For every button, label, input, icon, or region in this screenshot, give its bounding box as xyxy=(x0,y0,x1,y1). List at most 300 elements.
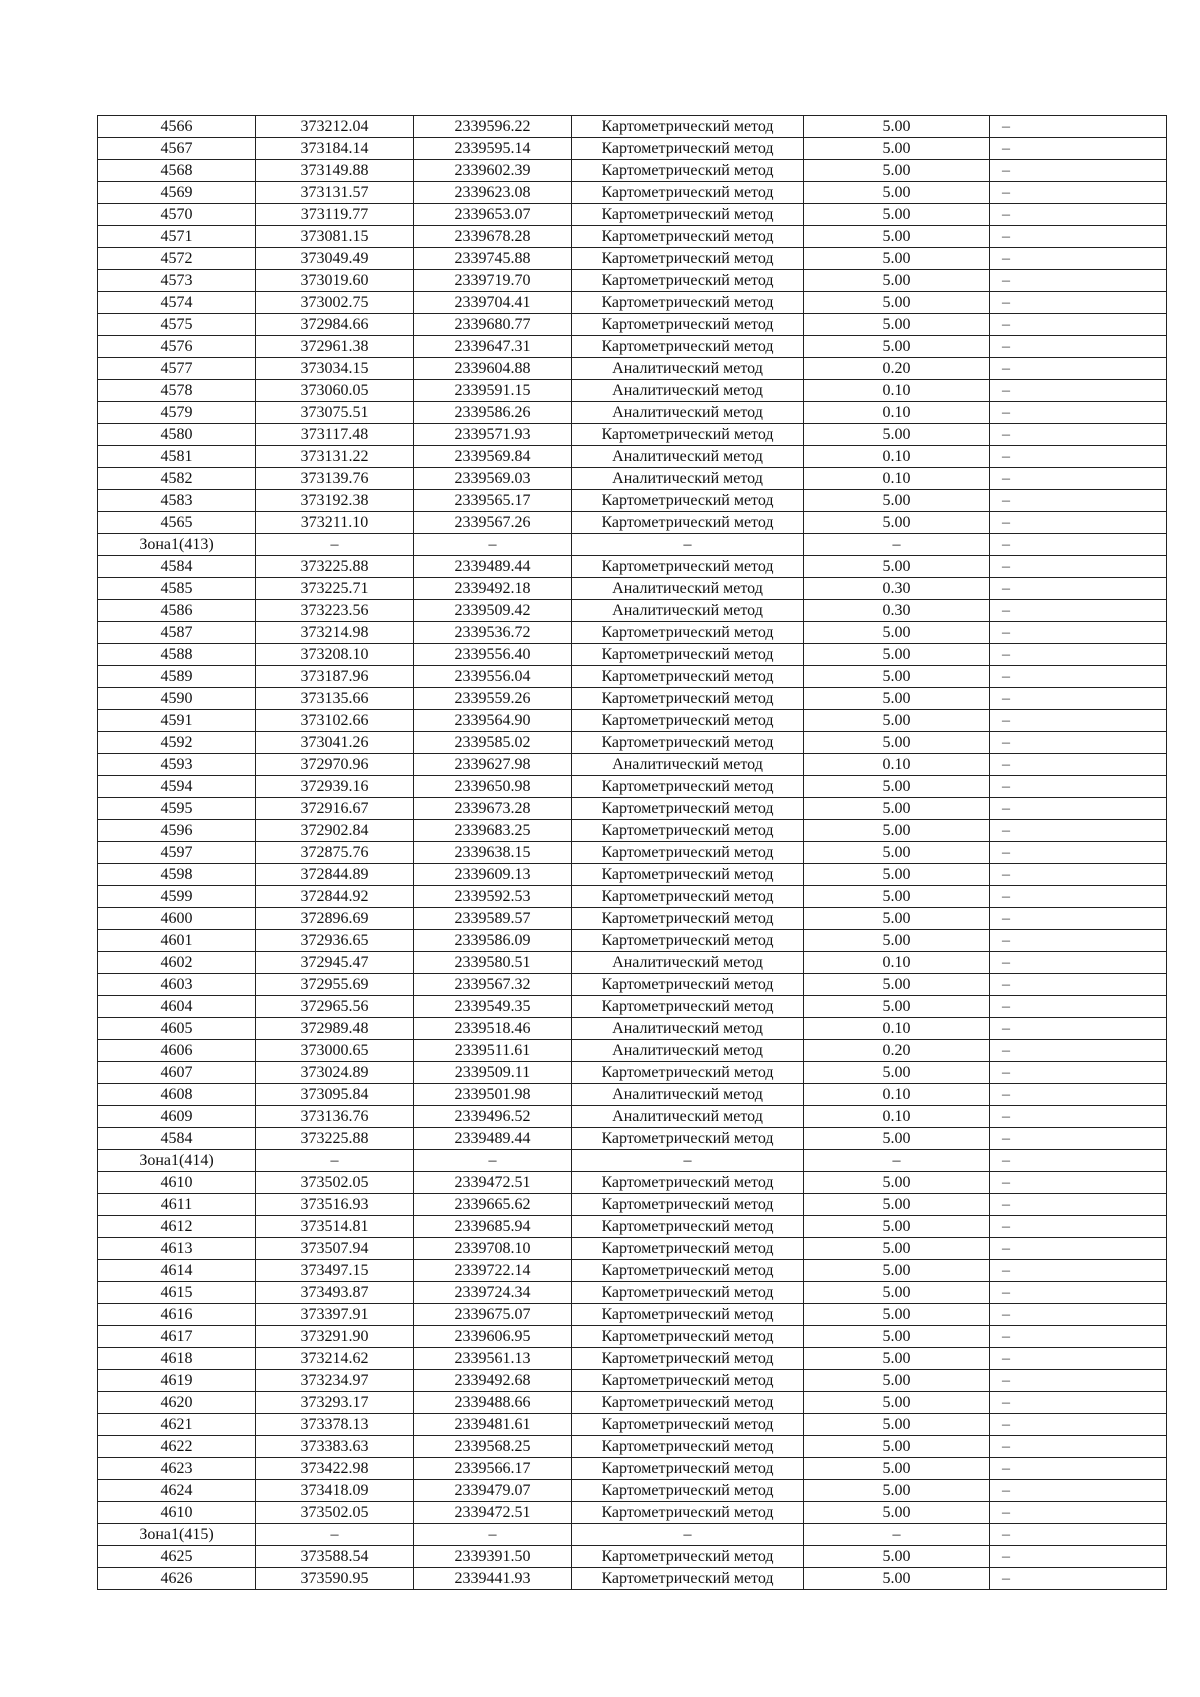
cell-accuracy: 5.00 xyxy=(804,490,990,512)
cell-method: Аналитический метод xyxy=(572,1040,804,1062)
cell-point: 4568 xyxy=(98,160,256,182)
cell-note: – xyxy=(990,842,1167,864)
cell-method: Картометрический метод xyxy=(572,1392,804,1414)
cell-accuracy: 5.00 xyxy=(804,1282,990,1304)
cell-point: 4603 xyxy=(98,974,256,996)
cell-y: 2339680.77 xyxy=(414,314,572,336)
cell-accuracy: 5.00 xyxy=(804,292,990,314)
cell-method: Картометрический метод xyxy=(572,556,804,578)
cell-y: 2339518.46 xyxy=(414,1018,572,1040)
cell-point: 4571 xyxy=(98,226,256,248)
cell-method: Картометрический метод xyxy=(572,248,804,270)
table-row xyxy=(98,1326,1167,1348)
cell-accuracy: 5.00 xyxy=(804,138,990,160)
cell-point: 4577 xyxy=(98,358,256,380)
cell-y: 2339549.35 xyxy=(414,996,572,1018)
cell-point: 4600 xyxy=(98,908,256,930)
cell-method: Картометрический метод xyxy=(572,226,804,248)
cell-accuracy: 5.00 xyxy=(804,1436,990,1458)
cell-method: Аналитический метод xyxy=(572,754,804,776)
cell-accuracy: 5.00 xyxy=(804,644,990,666)
table-row xyxy=(98,556,1167,578)
cell-y: 2339647.31 xyxy=(414,336,572,358)
cell-x: – xyxy=(256,1524,414,1546)
cell-x: 373397.91 xyxy=(256,1304,414,1326)
cell-y: 2339571.93 xyxy=(414,424,572,446)
cell-x: 373139.76 xyxy=(256,468,414,490)
cell-accuracy: 0.30 xyxy=(804,600,990,622)
cell-method: Картометрический метод xyxy=(572,886,804,908)
cell-accuracy: – xyxy=(804,1524,990,1546)
cell-accuracy: 0.30 xyxy=(804,578,990,600)
cell-y: 2339567.32 xyxy=(414,974,572,996)
cell-method: Аналитический метод xyxy=(572,468,804,490)
cell-x: 373211.10 xyxy=(256,512,414,534)
cell-point: 4624 xyxy=(98,1480,256,1502)
cell-note: – xyxy=(990,996,1167,1018)
cell-point: 4597 xyxy=(98,842,256,864)
cell-note: – xyxy=(990,600,1167,622)
cell-accuracy: 5.00 xyxy=(804,336,990,358)
cell-point: 4582 xyxy=(98,468,256,490)
coordinates-table-body xyxy=(98,116,1167,1590)
table-row xyxy=(98,1260,1167,1282)
cell-method: Картометрический метод xyxy=(572,1370,804,1392)
cell-point: 4602 xyxy=(98,952,256,974)
cell-method: Картометрический метод xyxy=(572,116,804,138)
cell-point: 4618 xyxy=(98,1348,256,1370)
table-row xyxy=(98,1128,1167,1150)
cell-point: 4565 xyxy=(98,512,256,534)
cell-accuracy: 5.00 xyxy=(804,1392,990,1414)
cell-x: 372989.48 xyxy=(256,1018,414,1040)
cell-accuracy: 5.00 xyxy=(804,776,990,798)
cell-note: – xyxy=(990,864,1167,886)
cell-x: 373060.05 xyxy=(256,380,414,402)
cell-y: 2339489.44 xyxy=(414,556,572,578)
cell-note: – xyxy=(990,468,1167,490)
cell-point: 4595 xyxy=(98,798,256,820)
cell-note: – xyxy=(990,754,1167,776)
cell-method: Картометрический метод xyxy=(572,138,804,160)
cell-accuracy: 5.00 xyxy=(804,1348,990,1370)
cell-x: 373214.62 xyxy=(256,1348,414,1370)
cell-y: 2339536.72 xyxy=(414,622,572,644)
cell-y: 2339488.66 xyxy=(414,1392,572,1414)
cell-note: – xyxy=(990,688,1167,710)
cell-point: 4566 xyxy=(98,116,256,138)
cell-x: 373516.93 xyxy=(256,1194,414,1216)
cell-x: 373497.15 xyxy=(256,1260,414,1282)
cell-y: 2339678.28 xyxy=(414,226,572,248)
cell-accuracy: 5.00 xyxy=(804,842,990,864)
cell-note: – xyxy=(990,314,1167,336)
cell-point: 4588 xyxy=(98,644,256,666)
cell-method: Картометрический метод xyxy=(572,666,804,688)
cell-y: 2339589.57 xyxy=(414,908,572,930)
table-row xyxy=(98,842,1167,864)
table-row xyxy=(98,1172,1167,1194)
table-row xyxy=(98,622,1167,644)
cell-accuracy: 5.00 xyxy=(804,864,990,886)
cell-point: 4578 xyxy=(98,380,256,402)
cell-accuracy: 0.10 xyxy=(804,1018,990,1040)
cell-y: 2339479.07 xyxy=(414,1480,572,1502)
cell-x: 373418.09 xyxy=(256,1480,414,1502)
cell-y: 2339602.39 xyxy=(414,160,572,182)
cell-method: Картометрический метод xyxy=(572,710,804,732)
cell-note: – xyxy=(990,710,1167,732)
table-row xyxy=(98,1194,1167,1216)
cell-note: – xyxy=(990,182,1167,204)
cell-note: – xyxy=(990,446,1167,468)
table-row xyxy=(98,1546,1167,1568)
cell-x: 373102.66 xyxy=(256,710,414,732)
cell-y: 2339441.93 xyxy=(414,1568,572,1590)
cell-y: 2339561.13 xyxy=(414,1348,572,1370)
cell-x: 373192.38 xyxy=(256,490,414,512)
cell-x: 373135.66 xyxy=(256,688,414,710)
cell-method: Аналитический метод xyxy=(572,402,804,424)
table-row xyxy=(98,1238,1167,1260)
cell-method: Картометрический метод xyxy=(572,842,804,864)
cell-method: Картометрический метод xyxy=(572,732,804,754)
cell-y: 2339591.15 xyxy=(414,380,572,402)
cell-y: 2339722.14 xyxy=(414,1260,572,1282)
cell-accuracy: – xyxy=(804,1150,990,1172)
cell-note: – xyxy=(990,1502,1167,1524)
cell-accuracy: 5.00 xyxy=(804,1062,990,1084)
table-row xyxy=(98,864,1167,886)
cell-method: Картометрический метод xyxy=(572,1238,804,1260)
cell-note: – xyxy=(990,1216,1167,1238)
cell-y: 2339675.07 xyxy=(414,1304,572,1326)
table-row xyxy=(98,710,1167,732)
cell-note: – xyxy=(990,820,1167,842)
cell-note: – xyxy=(990,1282,1167,1304)
table-row xyxy=(98,1458,1167,1480)
cell-point: 4572 xyxy=(98,248,256,270)
table-row xyxy=(98,776,1167,798)
cell-y: 2339567.26 xyxy=(414,512,572,534)
cell-accuracy: 5.00 xyxy=(804,270,990,292)
cell-method: Аналитический метод xyxy=(572,1106,804,1128)
cell-note: – xyxy=(990,226,1167,248)
cell-y: 2339481.61 xyxy=(414,1414,572,1436)
table-row xyxy=(98,1216,1167,1238)
cell-note: – xyxy=(990,380,1167,402)
cell-accuracy: 0.20 xyxy=(804,1040,990,1062)
cell-x: 373208.10 xyxy=(256,644,414,666)
cell-note: – xyxy=(990,1040,1167,1062)
cell-method: Картометрический метод xyxy=(572,1458,804,1480)
cell-note: – xyxy=(990,1392,1167,1414)
cell-method: Картометрический метод xyxy=(572,1282,804,1304)
cell-y: 2339569.84 xyxy=(414,446,572,468)
cell-point: 4617 xyxy=(98,1326,256,1348)
cell-y: – xyxy=(414,1524,572,1546)
cell-y: 2339559.26 xyxy=(414,688,572,710)
cell-point: 4610 xyxy=(98,1502,256,1524)
table-row xyxy=(98,402,1167,424)
cell-method: Картометрический метод xyxy=(572,314,804,336)
cell-accuracy: 5.00 xyxy=(804,226,990,248)
cell-point: 4611 xyxy=(98,1194,256,1216)
table-row xyxy=(98,182,1167,204)
cell-y: 2339708.10 xyxy=(414,1238,572,1260)
cell-note: – xyxy=(990,1568,1167,1590)
cell-note: – xyxy=(990,886,1167,908)
cell-y: 2339565.17 xyxy=(414,490,572,512)
table-row xyxy=(98,248,1167,270)
cell-point: 4586 xyxy=(98,600,256,622)
cell-x: 372875.76 xyxy=(256,842,414,864)
cell-x: 373041.26 xyxy=(256,732,414,754)
cell-accuracy: – xyxy=(804,534,990,556)
cell-note: – xyxy=(990,490,1167,512)
cell-note: – xyxy=(990,1480,1167,1502)
cell-y: 2339492.18 xyxy=(414,578,572,600)
cell-method: Картометрический метод xyxy=(572,1260,804,1282)
cell-method: – xyxy=(572,1524,804,1546)
cell-method: Аналитический метод xyxy=(572,358,804,380)
cell-y: 2339623.08 xyxy=(414,182,572,204)
cell-point: 4592 xyxy=(98,732,256,754)
cell-point: 4623 xyxy=(98,1458,256,1480)
cell-note: – xyxy=(990,1018,1167,1040)
table-row xyxy=(98,1304,1167,1326)
cell-accuracy: 5.00 xyxy=(804,886,990,908)
cell-y: 2339609.13 xyxy=(414,864,572,886)
cell-accuracy: 5.00 xyxy=(804,996,990,1018)
cell-method: Картометрический метод xyxy=(572,622,804,644)
cell-x: 373184.14 xyxy=(256,138,414,160)
cell-accuracy: 5.00 xyxy=(804,1414,990,1436)
cell-y: 2339595.14 xyxy=(414,138,572,160)
cell-note: – xyxy=(990,1172,1167,1194)
table-row xyxy=(98,644,1167,666)
cell-note: – xyxy=(990,292,1167,314)
cell-y: 2339683.25 xyxy=(414,820,572,842)
cell-method: Картометрический метод xyxy=(572,1502,804,1524)
cell-y: 2339704.41 xyxy=(414,292,572,314)
cell-x: – xyxy=(256,534,414,556)
cell-note: – xyxy=(990,666,1167,688)
cell-accuracy: 5.00 xyxy=(804,116,990,138)
cell-x: 373075.51 xyxy=(256,402,414,424)
cell-note: – xyxy=(990,116,1167,138)
cell-accuracy: 5.00 xyxy=(804,820,990,842)
cell-point: 4613 xyxy=(98,1238,256,1260)
cell-x: 373291.90 xyxy=(256,1326,414,1348)
cell-note: – xyxy=(990,1524,1167,1546)
cell-x: 373514.81 xyxy=(256,1216,414,1238)
cell-x: 373131.22 xyxy=(256,446,414,468)
cell-method: Картометрический метод xyxy=(572,1546,804,1568)
cell-accuracy: 5.00 xyxy=(804,710,990,732)
cell-x: 373493.87 xyxy=(256,1282,414,1304)
cell-x: 373119.77 xyxy=(256,204,414,226)
table-row xyxy=(98,534,1167,556)
cell-point: 4574 xyxy=(98,292,256,314)
cell-x: 373422.98 xyxy=(256,1458,414,1480)
cell-note: – xyxy=(990,732,1167,754)
cell-point: 4616 xyxy=(98,1304,256,1326)
cell-method: Картометрический метод xyxy=(572,974,804,996)
cell-x: 372844.92 xyxy=(256,886,414,908)
table-row xyxy=(98,1348,1167,1370)
cell-y: 2339592.53 xyxy=(414,886,572,908)
cell-accuracy: 5.00 xyxy=(804,182,990,204)
cell-note: – xyxy=(990,138,1167,160)
cell-method: Аналитический метод xyxy=(572,600,804,622)
cell-accuracy: 5.00 xyxy=(804,1546,990,1568)
cell-method: Картометрический метод xyxy=(572,270,804,292)
cell-method: Картометрический метод xyxy=(572,512,804,534)
cell-y: 2339745.88 xyxy=(414,248,572,270)
cell-point: 4584 xyxy=(98,1128,256,1150)
cell-note: – xyxy=(990,1348,1167,1370)
cell-note: – xyxy=(990,908,1167,930)
cell-point: 4622 xyxy=(98,1436,256,1458)
cell-note: – xyxy=(990,248,1167,270)
cell-method: Аналитический метод xyxy=(572,1018,804,1040)
table-row xyxy=(98,798,1167,820)
cell-x: 372896.69 xyxy=(256,908,414,930)
table-row xyxy=(98,358,1167,380)
cell-method: Картометрический метод xyxy=(572,336,804,358)
cell-method: Картометрический метод xyxy=(572,1436,804,1458)
cell-accuracy: 5.00 xyxy=(804,732,990,754)
table-row xyxy=(98,204,1167,226)
cell-method: Картометрический метод xyxy=(572,1414,804,1436)
cell-x: 373225.71 xyxy=(256,578,414,600)
cell-note: – xyxy=(990,622,1167,644)
cell-method: Картометрический метод xyxy=(572,644,804,666)
cell-method: Картометрический метод xyxy=(572,490,804,512)
table-row xyxy=(98,754,1167,776)
cell-note: – xyxy=(990,512,1167,534)
cell-accuracy: 5.00 xyxy=(804,666,990,688)
cell-method: Аналитический метод xyxy=(572,446,804,468)
cell-note: – xyxy=(990,1326,1167,1348)
cell-point: Зона1(415) xyxy=(98,1524,256,1546)
cell-point: 4593 xyxy=(98,754,256,776)
cell-point: Зона1(413) xyxy=(98,534,256,556)
cell-point: 4621 xyxy=(98,1414,256,1436)
cell-point: 4589 xyxy=(98,666,256,688)
cell-accuracy: 5.00 xyxy=(804,930,990,952)
cell-point: 4583 xyxy=(98,490,256,512)
cell-point: 4614 xyxy=(98,1260,256,1282)
cell-note: – xyxy=(990,358,1167,380)
cell-x: 373234.97 xyxy=(256,1370,414,1392)
cell-point: 4625 xyxy=(98,1546,256,1568)
cell-method: Картометрический метод xyxy=(572,1216,804,1238)
cell-y: 2339585.02 xyxy=(414,732,572,754)
cell-accuracy: 5.00 xyxy=(804,314,990,336)
table-row xyxy=(98,1392,1167,1414)
cell-note: – xyxy=(990,1128,1167,1150)
cell-accuracy: 0.10 xyxy=(804,1106,990,1128)
table-row xyxy=(98,160,1167,182)
cell-x: 373588.54 xyxy=(256,1546,414,1568)
cell-accuracy: 5.00 xyxy=(804,1194,990,1216)
table-row xyxy=(98,1040,1167,1062)
cell-method: Картометрический метод xyxy=(572,1480,804,1502)
cell-method: Картометрический метод xyxy=(572,204,804,226)
cell-x: 373131.57 xyxy=(256,182,414,204)
cell-y: 2339556.04 xyxy=(414,666,572,688)
table-row xyxy=(98,1062,1167,1084)
cell-note: – xyxy=(990,336,1167,358)
cell-point: 4567 xyxy=(98,138,256,160)
table-row xyxy=(98,314,1167,336)
cell-note: – xyxy=(990,534,1167,556)
table-row xyxy=(98,1370,1167,1392)
cell-accuracy: 5.00 xyxy=(804,1370,990,1392)
cell-accuracy: 5.00 xyxy=(804,622,990,644)
cell-x: 373049.49 xyxy=(256,248,414,270)
cell-y: – xyxy=(414,534,572,556)
cell-note: – xyxy=(990,1370,1167,1392)
cell-method: Картометрический метод xyxy=(572,1326,804,1348)
cell-method: Аналитический метод xyxy=(572,1084,804,1106)
coordinates-table xyxy=(97,115,1167,1590)
cell-y: 2339596.22 xyxy=(414,116,572,138)
cell-note: – xyxy=(990,798,1167,820)
cell-method: Картометрический метод xyxy=(572,798,804,820)
cell-method: Картометрический метод xyxy=(572,1128,804,1150)
cell-point: 4587 xyxy=(98,622,256,644)
cell-point: 4590 xyxy=(98,688,256,710)
cell-accuracy: 0.20 xyxy=(804,358,990,380)
cell-note: – xyxy=(990,1260,1167,1282)
cell-point: 4610 xyxy=(98,1172,256,1194)
cell-note: – xyxy=(990,1106,1167,1128)
cell-y: 2339472.51 xyxy=(414,1172,572,1194)
cell-note: – xyxy=(990,1414,1167,1436)
cell-note: – xyxy=(990,578,1167,600)
cell-y: 2339604.88 xyxy=(414,358,572,380)
cell-method: Картометрический метод xyxy=(572,182,804,204)
cell-accuracy: 5.00 xyxy=(804,204,990,226)
table-row xyxy=(98,666,1167,688)
cell-x: 373225.88 xyxy=(256,556,414,578)
cell-accuracy: 5.00 xyxy=(804,1502,990,1524)
cell-point: 4605 xyxy=(98,1018,256,1040)
cell-x: 373149.88 xyxy=(256,160,414,182)
cell-point: 4584 xyxy=(98,556,256,578)
table-row xyxy=(98,578,1167,600)
cell-x: – xyxy=(256,1150,414,1172)
table-row xyxy=(98,996,1167,1018)
cell-y: 2339568.25 xyxy=(414,1436,572,1458)
cell-y: 2339665.62 xyxy=(414,1194,572,1216)
cell-x: 373225.88 xyxy=(256,1128,414,1150)
cell-point: 4581 xyxy=(98,446,256,468)
cell-note: – xyxy=(990,1238,1167,1260)
cell-method: – xyxy=(572,1150,804,1172)
cell-accuracy: 0.10 xyxy=(804,446,990,468)
cell-point: 4580 xyxy=(98,424,256,446)
cell-note: – xyxy=(990,1062,1167,1084)
cell-method: Аналитический метод xyxy=(572,952,804,974)
cell-note: – xyxy=(990,776,1167,798)
cell-x: 372916.67 xyxy=(256,798,414,820)
cell-accuracy: 5.00 xyxy=(804,1304,990,1326)
cell-note: – xyxy=(990,556,1167,578)
